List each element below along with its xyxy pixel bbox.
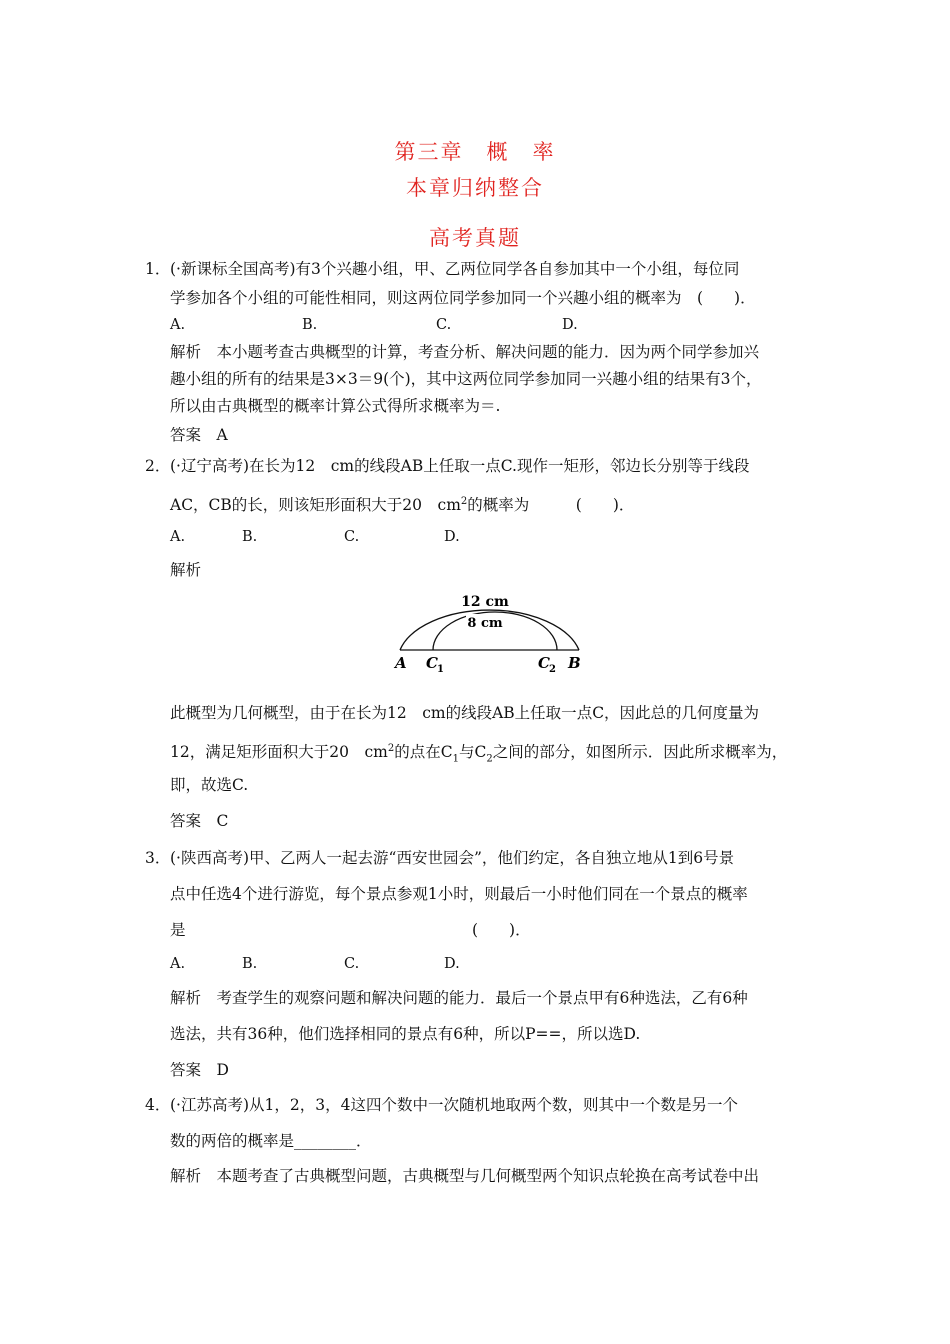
point-c1-subscript: 1 (437, 664, 444, 675)
point-c2: C (538, 654, 550, 672)
question-1-analysis-3: 所以由古典概型的概率计算公式得所求概率为＝. (170, 397, 501, 415)
question-1-answer: 答案 A (170, 426, 228, 444)
section-title: 本章归纳整合 (406, 176, 544, 200)
question-2-answer: 答案 C (170, 812, 229, 830)
question-2-line-2-tail: 的概率为 ( )． (467, 496, 635, 515)
question-2-paragraph-2 (170, 739, 787, 769)
option-d: D. (562, 317, 578, 333)
point-c1: C (426, 654, 438, 672)
question-2-line-2-text: AC，CB的长，则该矩形面积大于20 cm (170, 496, 461, 515)
question-3-answer: 答案 D (170, 1061, 229, 1079)
option-d: D. (444, 956, 460, 972)
question-2-paragraph-3: 即，故选C. (170, 776, 249, 794)
option-a: A. (170, 317, 186, 333)
option-c: C. (344, 529, 360, 545)
question-1-number: 1． (145, 260, 171, 278)
question-1-line-2: 学参加各个小组的可能性相同，则这两位同学参加同一个兴趣小组的概率为 ( )． (170, 289, 756, 307)
option-a: A. (170, 529, 186, 545)
question-2-line-1: (·辽宁高考)在长为12 cm的线段AB上任取一点C.现作一矩形，邻边长分别等于线段 (170, 457, 750, 475)
label-12cm: 12 cm (461, 594, 509, 610)
paragraph-2-text-b: 的点在C (394, 743, 453, 762)
option-b: B. (242, 529, 258, 545)
option-a: A. (170, 956, 186, 972)
option-c: C. (436, 317, 452, 333)
point-c2-subscript: 2 (549, 664, 556, 675)
question-3-analysis-1: 解析 考查学生的观察问题和解决问题的能力．最后一个景点甲有6种选法，乙有6种 (170, 989, 748, 1007)
question-1-line-1: (·新课标全国高考)有3个兴趣小组，甲、乙两位同学各自参加其中一个小组，每位同 (170, 260, 740, 278)
option-b: B. (242, 956, 258, 972)
point-a: A (395, 654, 407, 672)
question-4-analysis-1: 解析 本题考查了古典概型问题，古典概型与几何概型两个知识点轮换在高考试卷中出 (170, 1167, 760, 1185)
label-8cm: 8 cm (467, 616, 503, 631)
question-1-analysis-1: 解析 本小题考查古典概型的计算，考查分析、解决问题的能力．因为两个同学参加兴 (170, 343, 760, 361)
question-2-analysis-label: 解析 (170, 561, 202, 579)
option-d: D. (444, 529, 460, 545)
question-1-options (170, 315, 770, 335)
question-3-analysis-2: 选法，共有36种，他们选择相同的景点有6种，所以P==，所以选D. (170, 1025, 641, 1043)
question-2-paragraph-1: 此概型为几何概型，由于在长为12 cm的线段AB上任取一点C，因此总的几何度量为 (170, 704, 760, 722)
question-2-options (170, 527, 770, 547)
option-b: B. (302, 317, 318, 333)
question-1-analysis-2: 趣小组的所有的结果是3×3＝9(个)，其中这两位同学参加同一兴趣小组的结果有3个， (170, 370, 762, 388)
paragraph-2-text-d: 之间的部分，如图所示．因此所求概率为， (492, 743, 788, 762)
paragraph-2-text-c: 与C (458, 743, 487, 762)
question-4-line-2: 数的两倍的概率是________． (170, 1132, 372, 1150)
question-3-line-2: 点中任选4个进行游览，每个景点参观1小时，则最后一小时他们同在一个景点的概率 (170, 885, 748, 903)
squared-superscript: 2 (460, 496, 468, 507)
squared-superscript: 2 (387, 743, 395, 754)
point-b: B (568, 654, 581, 672)
segment-diagram (388, 588, 588, 676)
subsection-title: 高考真题 (429, 226, 521, 250)
question-2-line-2 (170, 492, 634, 515)
c1-subscript: 1 (452, 753, 459, 765)
chapter-title: 第三章 概 率 (394, 140, 556, 164)
option-c: C. (344, 956, 360, 972)
question-4-number: 4． (145, 1096, 171, 1114)
question-3-paren: ( )． (472, 921, 531, 939)
question-3-options (170, 954, 770, 974)
c2-subscript: 2 (486, 753, 493, 765)
question-4-line-1: (·江苏高考)从1，2，3，4这四个数中一次随机地取两个数，则其中一个数是另一个 (170, 1096, 738, 1114)
question-2-number: 2． (145, 457, 171, 475)
question-3-line-1: (·陕西高考)甲、乙两人一起去游“西安世园会”，他们约定，各自独立地从1到6号景 (170, 849, 735, 867)
question-3-line-3: 是 (170, 921, 186, 939)
question-3-number: 3． (145, 849, 171, 867)
paragraph-2-text-a: 12，满足矩形面积大于20 cm (170, 743, 388, 762)
